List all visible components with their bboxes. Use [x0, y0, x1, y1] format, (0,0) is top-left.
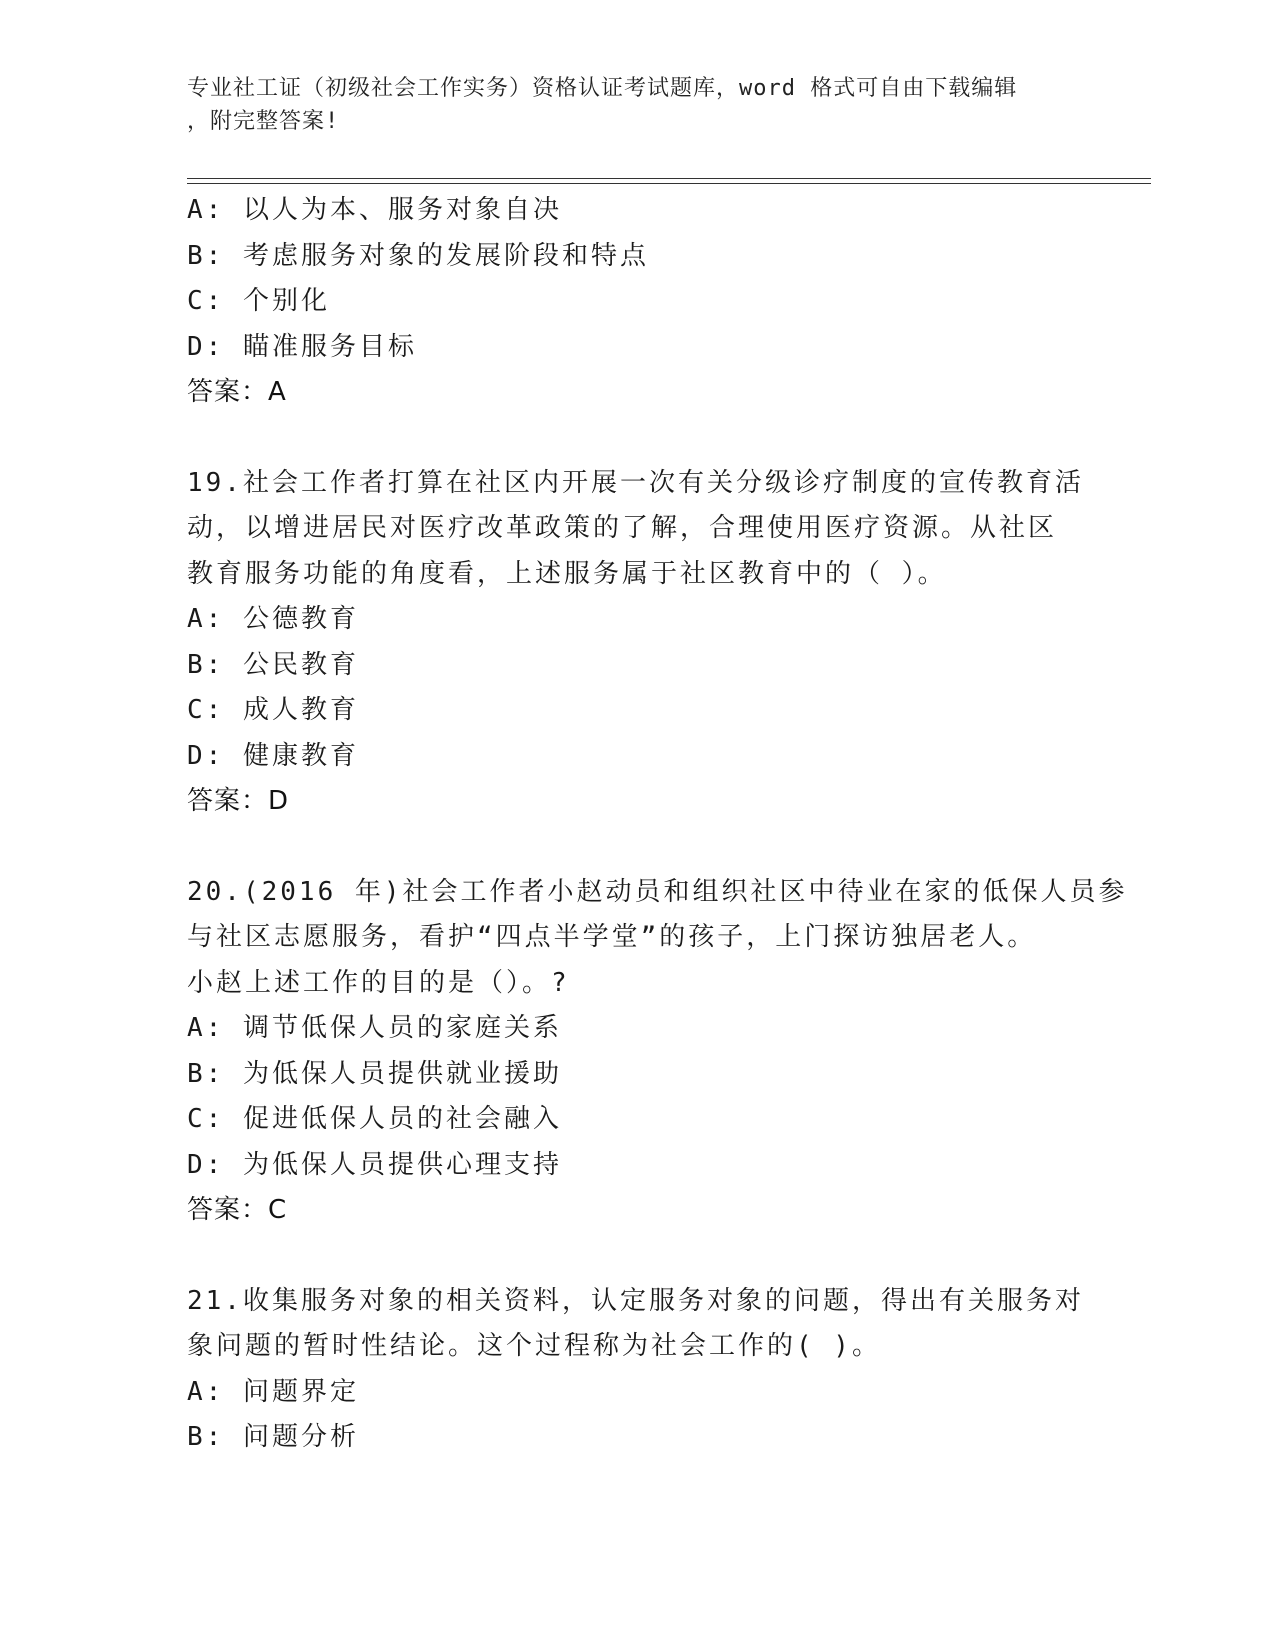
option-b: B: 考虑服务对象的发展阶段和特点 — [187, 240, 649, 271]
option-b: B: 问题分析 — [187, 1422, 359, 1452]
header-line-1: 专业社工证（初级社会工作实务）资格认证考试题库，word 格式可自由下载编辑 — [187, 76, 1018, 101]
question-stem-line: 小赵上述工作的目的是（）。? — [187, 967, 570, 998]
option-a: A: 调节低保人员的家庭关系 — [187, 1013, 562, 1043]
answer-line: 答案：D — [187, 786, 290, 816]
spacer — [187, 416, 1087, 461]
option-b: B: 为低保人员提供就业援助 — [187, 1058, 562, 1089]
option-b: B: 公民教育 — [187, 649, 359, 680]
option-a: A: 问题界定 — [187, 1376, 359, 1407]
question-stem-line: 动，以增进居民对医疗改革政策的了解，合理使用医疗资源。从社区 — [187, 513, 1058, 543]
option-c: C: 成人教育 — [187, 695, 359, 725]
question-18-tail — [187, 188, 1087, 416]
question-20 — [187, 870, 1128, 1234]
question-stem-line: 教育服务功能的角度看，上述服务属于社区教育中的（ ）。 — [187, 558, 947, 589]
spacer — [187, 825, 1087, 870]
option-a: A: 以人为本、服务对象自决 — [187, 195, 562, 225]
question-stem-line: 21.收集服务对象的相关资料，认定服务对象的问题，得出有关服务对 — [187, 1285, 1084, 1316]
option-a: A: 公德教育 — [187, 604, 359, 634]
question-stem-line: 象问题的暂时性结论。这个过程称为社会工作的( )。 — [187, 1331, 881, 1361]
header-divider-bottom — [187, 183, 1151, 184]
option-c: C: 促进低保人员的社会融入 — [187, 1104, 562, 1134]
question-stem-line: 20.(2016 年)社会工作者小赵动员和组织社区中待业在家的低保人员参 — [187, 876, 1128, 907]
option-d: D: 为低保人员提供心理支持 — [187, 1149, 562, 1180]
question-21 — [187, 1279, 1087, 1461]
option-d: D: 健康教育 — [187, 740, 359, 771]
question-list — [187, 188, 1128, 1461]
option-d: D: 瞄准服务目标 — [187, 331, 417, 362]
answer-line: 答案：C — [187, 1195, 288, 1225]
question-stem-line: 19.社会工作者打算在社区内开展一次有关分级诊疗制度的宣传教育活 — [187, 467, 1084, 498]
answer-line: 答案：A — [187, 377, 287, 407]
question-stem-line: 与社区志愿服务，看护“四点半学堂”的孩子，上门探访独居老人。 — [187, 922, 1037, 952]
header-divider-top — [187, 178, 1151, 179]
spacer — [187, 1234, 1087, 1279]
header-line-2: ，附完整答案! — [187, 109, 340, 134]
question-19 — [187, 461, 1087, 825]
document-header — [187, 72, 1087, 138]
option-c: C: 个别化 — [187, 286, 330, 316]
